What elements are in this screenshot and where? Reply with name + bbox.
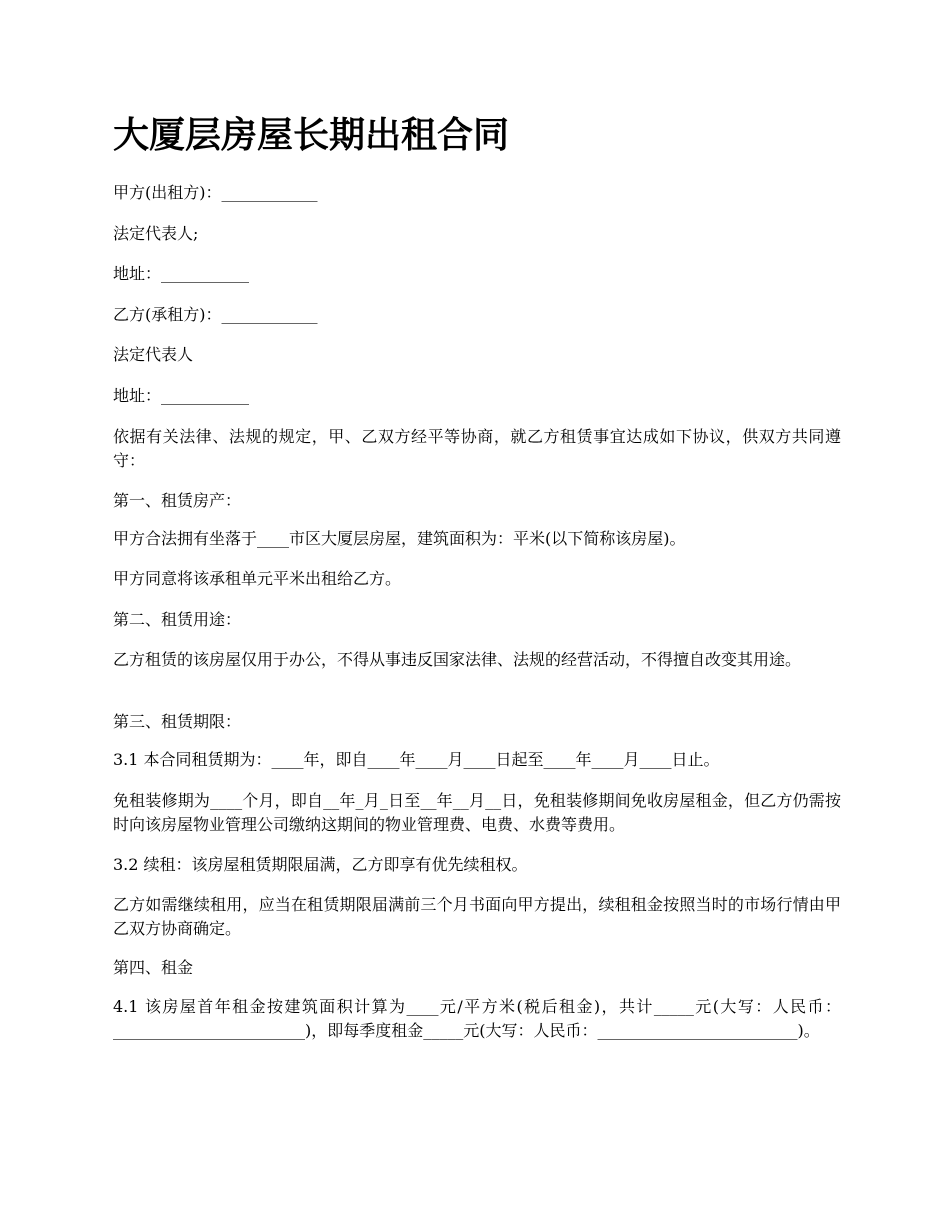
- party-a-address: 地址：___________: [113, 264, 250, 283]
- premises-location-paragraph: 甲方合法拥有坐落于____市区大厦层房屋，建筑面积为：平米(以下简称该房屋)。: [113, 529, 686, 548]
- renewal-clause-3-2: 3.2 续租：该房屋租赁期限届满，乙方即享有优先续租权。: [113, 855, 528, 874]
- preamble-paragraph: 依据有关法律、法规的规定，甲、乙双方经平等协商，就乙方租赁事宜达成如下协议，供双方共同遵守：: [113, 427, 841, 470]
- section-heading-purpose: 第二、租赁用途：: [113, 610, 242, 629]
- rent-free-period-paragraph: 免租装修期为____个月，即自__年_月_日至__年__月__日，免租装修期间免收房屋租金，但乙方仍需按时向该房屋物业管理公司缴纳这期间的物业管理费、电费、水费等费用。: [113, 791, 841, 834]
- term-clause-3-1: 3.1 本合同租赁期为：____年，即自____年____月____日起至____年____月____日止。: [113, 750, 720, 769]
- section-heading-premises: 第一、租赁房产：: [113, 491, 242, 510]
- premises-unit-paragraph: 甲方同意将该承租单元平米出租给乙方。: [113, 569, 402, 588]
- party-b-representative: 法定代表人: [113, 345, 194, 364]
- rent-clause-4-1: 4.1 该房屋首年租金按建筑面积计算为____元/平方米(税后租金)，共计_____元(大写：人民币：________________________)，即每季度租金_____元(大写：人民币：_________________________)。: [113, 997, 841, 1040]
- party-b-address: 地址：___________: [113, 386, 250, 405]
- renewal-notice-paragraph: 乙方如需继续租用，应当在租赁期限届满前三个月书面向甲方提出，续租租金按照当时的市场行情由甲乙双方协商确定。: [113, 895, 841, 938]
- document-title: 大厦层房屋长期出租合同: [113, 114, 510, 156]
- section-heading-rent: 第四、租金: [113, 958, 194, 977]
- contract-page: [113, 0, 841, 1230]
- section-heading-term: 第三、租赁期限：: [113, 712, 242, 731]
- purpose-paragraph: 乙方租赁的该房屋仅用于办公，不得从事违反国家法律、法规的经营活动，不得擅自改变其用途。: [113, 650, 802, 669]
- party-b-line: 乙方(承租方)：____________: [113, 305, 318, 324]
- party-a-line: 甲方(出租方)：____________: [113, 183, 318, 202]
- party-a-representative: 法定代表人;: [113, 224, 199, 243]
